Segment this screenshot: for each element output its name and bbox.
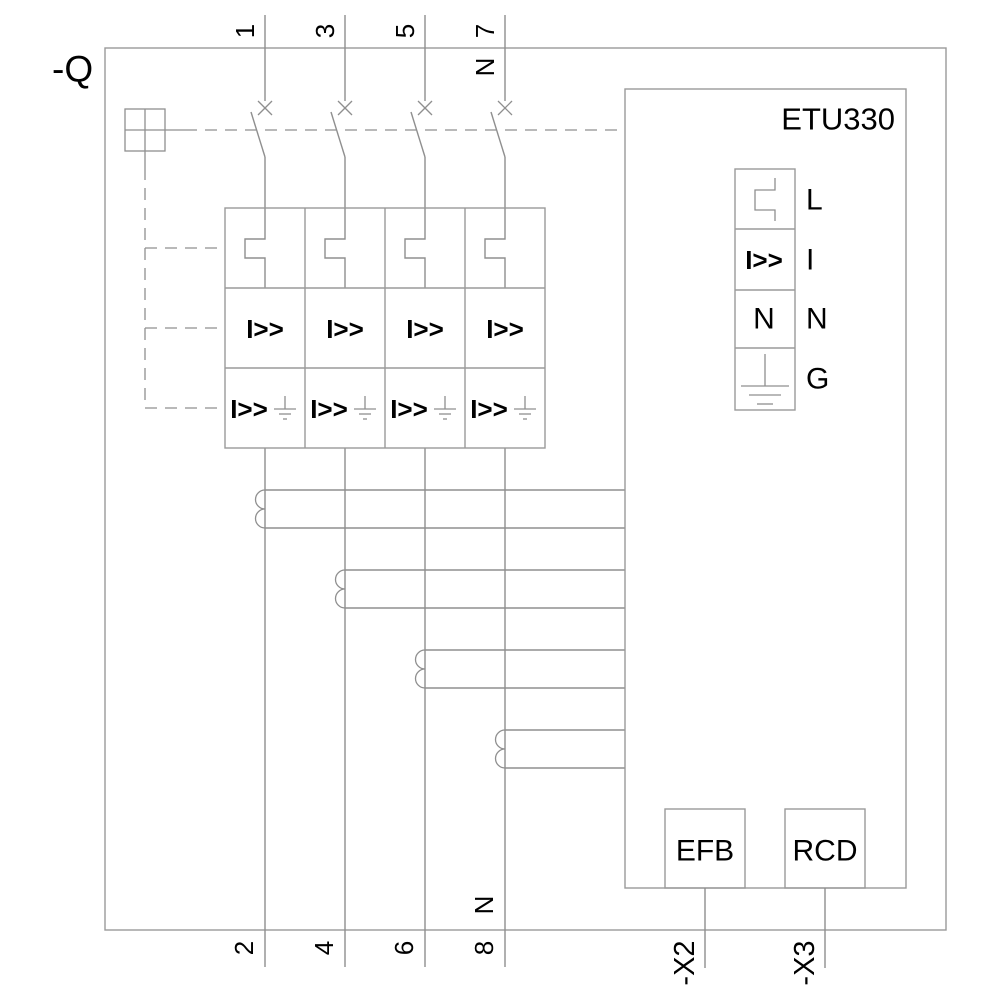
- current-transformer-icon: [416, 650, 626, 688]
- pole-1: [245, 15, 625, 967]
- terminal-label-bottom-4: 4: [309, 940, 339, 956]
- ground-fault-release-label: I>>: [390, 394, 428, 424]
- efb-module-label: EFB: [675, 834, 735, 868]
- port-instantaneous-box-text: I>>: [745, 245, 783, 275]
- earth-icon: [434, 396, 456, 419]
- contact-cross-icon: [338, 101, 352, 115]
- connector-x2-label: -X2: [669, 940, 701, 986]
- pole-4-neutral: [485, 15, 625, 967]
- port-instantaneous-label: I: [806, 243, 815, 277]
- trip-unit-box: [625, 89, 906, 888]
- ground-fault-release-label: I>>: [230, 394, 268, 424]
- breaker-enclosure-border: [105, 48, 946, 930]
- terminal-label-top-5: 5: [390, 23, 420, 39]
- earth-icon: [354, 396, 376, 419]
- terminal-label-top-1: 1: [230, 23, 260, 39]
- earth-icon: [514, 396, 536, 419]
- long-time-release-step-icon: [245, 208, 265, 288]
- rcd-module-label: RCD: [792, 834, 858, 868]
- terminal-label-bottom-neutral: N: [469, 895, 499, 915]
- ground-fault-release-label: I>>: [470, 394, 508, 424]
- pole-2: [325, 15, 625, 967]
- long-time-release-step-icon: [405, 208, 425, 288]
- trip-unit-port-boxes: [735, 169, 795, 410]
- terminal-label-bottom-8: 8: [469, 940, 499, 956]
- port-long-time-label: L: [806, 183, 823, 217]
- switch-blade: [411, 112, 425, 157]
- ground-fault-release-label: I>>: [310, 394, 348, 424]
- switch-blade: [331, 112, 345, 157]
- short-circuit-release-label: I>>: [406, 314, 444, 344]
- device-designation-label: -Q: [52, 48, 94, 90]
- contact-cross-icon: [498, 101, 512, 115]
- long-time-release-step-icon: [485, 208, 505, 288]
- short-circuit-release-label: I>>: [326, 314, 364, 344]
- connector-x3-label: -X3: [789, 940, 821, 986]
- earth-icon: [741, 354, 789, 404]
- terminal-label-top-3: 3: [310, 23, 340, 39]
- terminal-label-bottom-6: 6: [389, 940, 419, 956]
- short-circuit-release-label: I>>: [486, 314, 524, 344]
- switch-blade: [251, 112, 265, 157]
- long-time-release-step-icon: [325, 208, 345, 288]
- contact-cross-icon: [418, 101, 432, 115]
- terminal-label-bottom-2: 2: [229, 940, 259, 956]
- pole-3: [405, 15, 625, 967]
- port-neutral-label: N: [806, 302, 828, 336]
- operating-mechanism-symbol: [125, 109, 185, 168]
- contact-cross-icon: [258, 101, 272, 115]
- port-ground-label: G: [806, 362, 830, 396]
- port-neutral-box-text: N: [753, 302, 775, 336]
- short-circuit-release-label: I>>: [246, 314, 284, 344]
- current-transformer-icon: [496, 730, 626, 768]
- terminal-label-top-neutral: N: [470, 57, 500, 77]
- current-transformer-icon: [256, 490, 626, 528]
- trip-unit-name-label: ETU330: [781, 101, 895, 137]
- long-time-step-icon: [755, 178, 775, 221]
- current-transformer-icon: [336, 570, 626, 608]
- switch-blade: [491, 112, 505, 157]
- earth-icon: [274, 396, 296, 419]
- terminal-label-top-7: 7: [470, 23, 500, 39]
